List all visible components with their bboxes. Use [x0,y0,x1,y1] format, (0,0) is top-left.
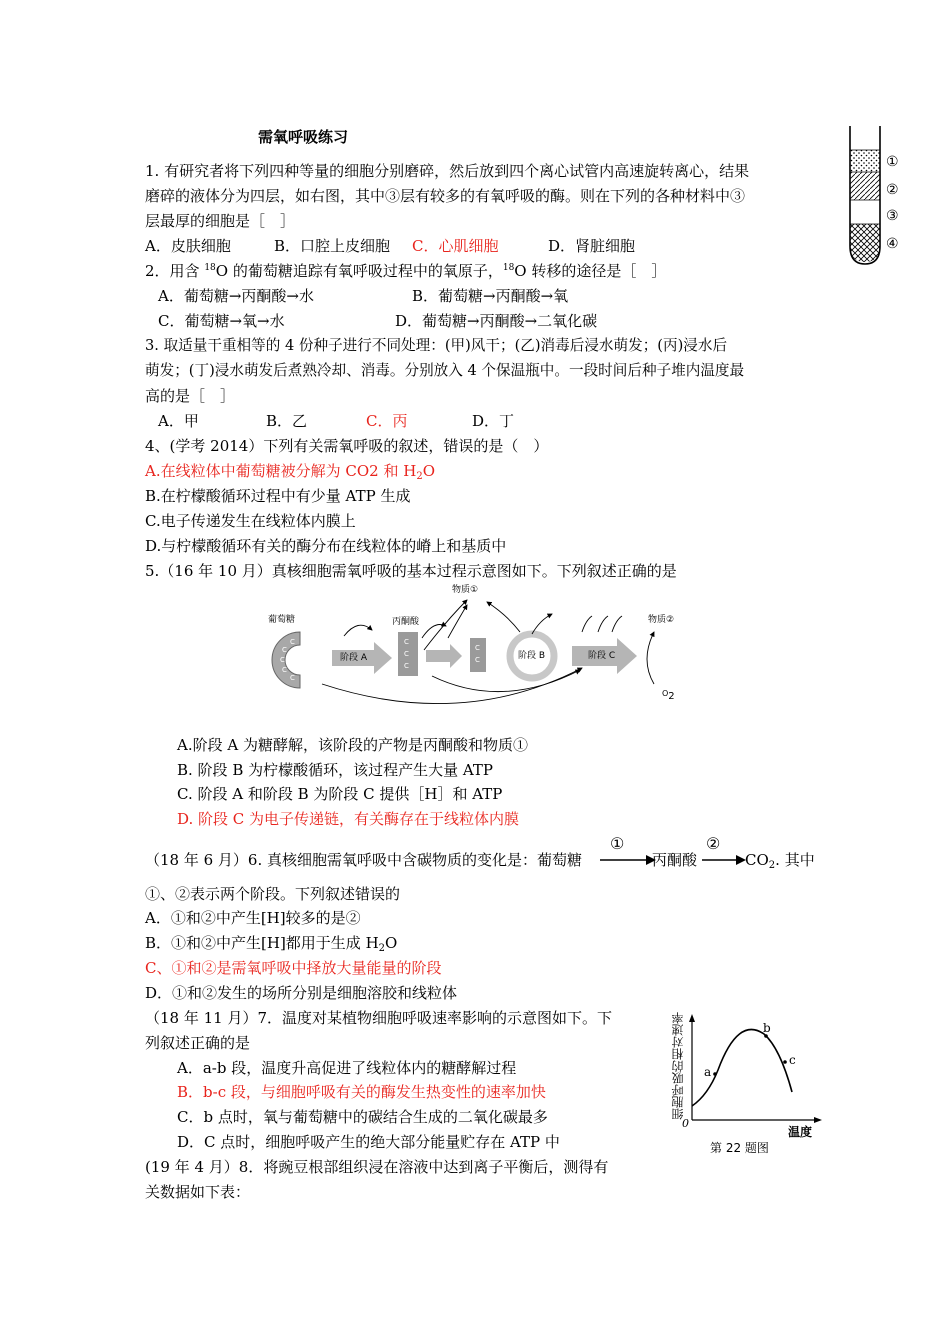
q6-stem-start: （18 年 6 月）6. 真核细胞需氧呼吸中含碳物质的变化是：葡萄糖 [145,851,583,869]
q7-option-a: A．a-b 段，温度升高促进了线粒体内的糖酵解过程 [177,1059,517,1077]
q3-option-b: B．乙 [266,412,308,430]
q8-line1: (19 年 4 月）8．将豌豆根部组织浸在溶液中达到离子平衡后，测得有 [145,1158,609,1176]
q6-option-a: A．①和②中产生[H]较多的是② [145,909,361,927]
q3-option-d: D．丁 [472,412,515,430]
q1-option-d: D．肾脏细胞 [548,237,636,255]
q4-option-b: B.在柠檬酸循环过程中有少量 ATP 生成 [145,487,411,505]
graph-point-b-label: b [763,1021,771,1035]
q1-option-c: C．心肌细胞 [412,237,499,255]
diagram-substance2-label: 物质② [648,615,675,625]
q8-line2: 关数据如下表： [145,1183,251,1201]
svg-text:C: C [475,644,480,652]
diagram-stage-b-label: 阶段 B [518,651,546,661]
q6-option-c: C、①和②是需氧呼吸中择放大量能量的阶段 [145,959,442,977]
svg-text:C: C [404,638,409,646]
q2-option-d: D．葡萄糖→丙酮酸→二氧化碳 [395,312,598,330]
graph-point-c-label: c [789,1053,796,1067]
diagram-stage-c-label: 阶段 C [588,651,616,661]
diagram-substance1-label: 物质① [452,585,479,595]
q7-line2: 列叙述正确的是 [145,1034,251,1052]
q7-option-c: C．b 点时，氧与葡萄糖中的碳结合生成的二氧化碳最多 [177,1108,548,1126]
q2-option-c: C．葡萄糖→氧→水 [158,312,285,330]
q3-option-c: C．丙 [366,412,408,430]
diagram-stage-a-label: 阶段 A [340,653,368,663]
q3-option-a: A．甲 [158,412,199,430]
q4-option-d: D.与柠檬酸循环有关的酶分布在线粒体的嵴上和基质中 [145,537,507,555]
q1-option-a: A．皮肤细胞 [145,237,231,255]
q3-line3: 高的是［ ］ [145,387,236,405]
graph-caption: 第 22 题图 [710,1141,769,1155]
q7-line1: （18 年 11 月）7．温度对某植物细胞呼吸速率影响的示意图如下。下 [145,1009,613,1027]
q5-option-a: A.阶段 A 为糖酵解，该阶段的产物是丙酮酸和物质① [177,736,528,754]
svg-text:C: C [404,650,409,658]
q6-option-b: B．①和②中产生[H]都用于生成 $H_2O$ [145,934,398,954]
diagram-pyruvate-label: 丙酮酸 [392,617,420,627]
graph-y-axis-label: 细胞呼吸的相对速率 [671,1012,685,1120]
q6-arrow-2 [700,834,748,868]
q6-stem-end: $CO_2$. 其中 [745,851,815,871]
tube-layer-4-label: ④ [886,236,899,252]
q6-arrow-1 [598,834,658,868]
q1-line3: 层最厚的细胞是［ ］ [145,212,296,230]
page-title: 需氧呼吸练习 [258,128,349,146]
q6-arrow-1-label: ① [610,834,625,853]
temperature-respiration-graph [668,1010,828,1158]
graph-x-axis-label: 温度 [788,1125,813,1139]
q1-line2: 磨碎的液体分为四层，如右图，其中③层有较多的有氧呼吸的酶。则在下列的各种材料中③ [145,187,746,205]
diagram-glucose-label: 葡萄糖 [268,615,296,625]
q2-option-b: B．葡萄糖→丙酮酸→氧 [412,287,569,305]
svg-text:C: C [280,656,285,664]
q3-line1: 3. 取适量干重相等的 4 份种子进行不同处理：(甲)风干；(乙)消毒后浸水萌发；(丙)浸水后 [145,337,728,354]
q7-option-d: D．C 点时，细胞呼吸产生的绝大部分能量贮存在 ATP 中 [177,1133,560,1151]
q4-stem: 4、(学考 2014）下列有关需氧呼吸的叙述，错误的是（ ） [145,437,549,455]
q1-option-b: B．口腔上皮细胞 [274,237,391,255]
svg-text:C: C [282,646,287,654]
q5-option-b: B. 阶段 B 为柠檬酸循环，该过程产生大量 ATP [177,761,493,779]
q6-pyruvate: 丙酮酸 [652,851,698,869]
q7-option-b: B．b-c 段，与细胞呼吸有关的酶发生热变性的速率加快 [177,1083,546,1101]
tube-layer-3-label: ③ [886,208,899,224]
q2-stem: 2．用含 $^{18}$O 的葡萄糖追踪有氧呼吸过程中的氧原子，$^{18}$O 转移的途径是［ ］ [145,262,667,280]
q1-line1: 1. 有研究者将下列四种等量的细胞分别磨碎，然后放到四个离心试管内高速旋转离心，结果 [145,162,750,180]
q2-option-a: A．葡萄糖→丙酮酸→水 [158,287,314,305]
svg-text:C: C [475,656,480,664]
graph-origin-label: 0 [682,1117,689,1130]
respiration-process-diagram [262,580,702,710]
q4-option-c: C.电子传递发生在线粒体内膜上 [145,512,356,530]
q6-line2: ①、②表示两个阶段。下列叙述错误的 [145,885,401,903]
svg-text:C: C [290,638,295,646]
q6-arrow-2-label: ② [706,834,721,853]
tube-layer-1-label: ① [886,154,899,170]
q3-line2: 萌发；(丁)浸水萌发后煮熟冷却、消毒。分别放入 4 个保温瓶中。一段时间后种子堆内温度最 [145,362,745,379]
graph-point-a-label: a [704,1065,712,1079]
q5-stem: 5.（16 年 10 月）真核细胞需氧呼吸的基本过程示意图如下。下列叙述正确的是 [145,562,677,580]
q5-option-c: C. 阶段 A 和阶段 B 为阶段 C 提供［H］和 ATP [177,785,503,803]
svg-text:C: C [404,662,409,670]
svg-text:C: C [282,666,287,674]
q4-option-a: A.在线粒体中葡萄糖被分解为 CO2 和 $H_2O$ [145,462,435,482]
diagram-o2-label: $O_2$ [662,689,675,702]
tube-layer-2-label: ② [886,182,899,198]
q5-option-d: D. 阶段 C 为电子传递链，有关酶存在于线粒体内膜 [177,810,520,828]
centrifuge-tube-figure [840,124,910,270]
q6-option-d: D．①和②发生的场所分别是细胞溶胶和线粒体 [145,984,458,1002]
svg-text:C: C [290,674,295,682]
